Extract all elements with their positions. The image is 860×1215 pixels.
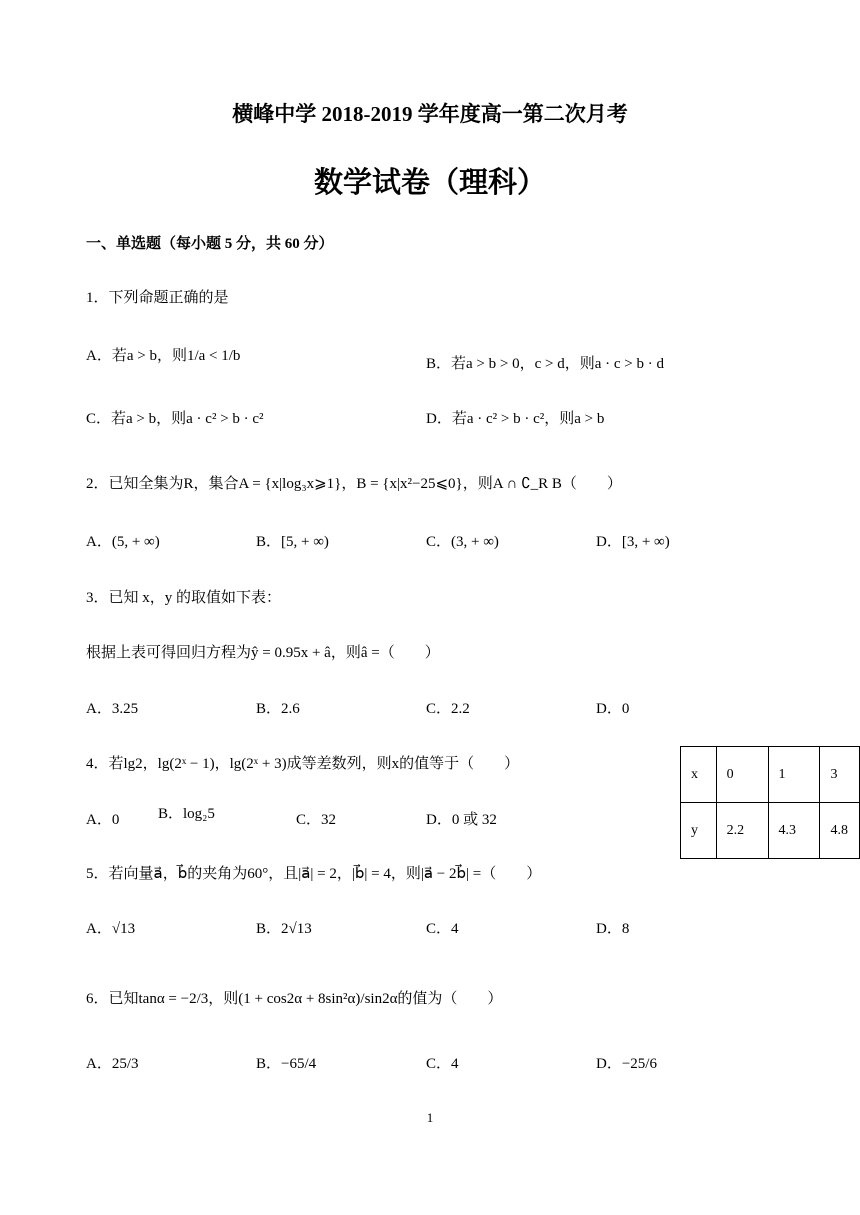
option-label: A． xyxy=(86,534,112,550)
option-text: 2√13 xyxy=(281,921,312,937)
option-text: 32 xyxy=(321,812,337,828)
option-label: A． xyxy=(86,812,112,828)
option-text: 25/3 xyxy=(111,1056,139,1072)
question-2-option-a xyxy=(86,530,160,551)
question-4-option-d xyxy=(426,808,497,829)
option-text: 若a · c² > b · c²，则a > b xyxy=(451,411,605,427)
option-text: 0 xyxy=(111,812,120,828)
question-5-option-a xyxy=(86,917,135,938)
question-2-option-b xyxy=(256,530,329,551)
option-text: 8 xyxy=(621,921,630,937)
option-label: D． xyxy=(596,1056,622,1072)
option-label: A． xyxy=(86,1056,112,1072)
option-label: C． xyxy=(86,411,112,427)
option-text: 4 xyxy=(451,1056,459,1072)
question-5-option-c xyxy=(426,917,459,938)
question-3-option-a xyxy=(86,697,138,718)
option-label: C． xyxy=(296,812,322,828)
table-cell: 0 xyxy=(716,747,768,803)
option-text: log₂5 xyxy=(183,806,215,822)
question-4: 4．若lg2，lg(2ˣ − 1)，lg(2ˣ + 3)成等差数列，则x的值等于（ ） xyxy=(86,756,520,772)
option-text: (5, + ∞) xyxy=(111,534,160,550)
option-label: A． xyxy=(86,921,112,937)
exam-title: 横峰中学 2018-2019 学年度高一第二次月考 xyxy=(232,102,628,126)
option-text: 2.2 xyxy=(451,701,470,717)
table-cell: 1 xyxy=(768,747,820,803)
option-text: 4 xyxy=(451,921,459,937)
option-text: 0 或 32 xyxy=(451,812,497,828)
option-label: B． xyxy=(158,806,184,822)
option-label: D． xyxy=(596,701,622,717)
question-3-regression: 根据上表可得回归方程为ŷ = 0.95x + â，则â =（ ） xyxy=(86,645,440,661)
option-text: 3.25 xyxy=(111,701,139,717)
question-4-option-b xyxy=(158,802,215,823)
question-5: 5．若向量a⃗，b⃗的夹角为60°，且|a⃗| = 2，|b⃗| = 4，则|a⃗ − 2b⃗| =（ ） xyxy=(86,866,542,882)
question-6-option-d xyxy=(596,1052,657,1073)
question-3: 3．已知 x，y 的取值如下表： xyxy=(86,590,282,606)
option-label: B． xyxy=(256,921,282,937)
question-3-option-b xyxy=(256,697,300,718)
exam-subtitle: 数学试卷（理科） xyxy=(313,167,546,199)
option-label: D． xyxy=(426,812,452,828)
question-6-option-a xyxy=(86,1052,139,1073)
question-1-option-b xyxy=(426,352,664,373)
question-6: 6．已知tanα = −2/3，则(1 + cos2α + 8sin²α)/sin2α的值为（ ） xyxy=(86,991,503,1007)
table-row xyxy=(681,803,860,859)
table-row xyxy=(681,747,860,803)
question-4-option-a xyxy=(86,808,119,829)
option-label: B． xyxy=(426,356,452,372)
option-text: 2.6 xyxy=(281,701,300,717)
option-text: [3, + ∞) xyxy=(621,534,670,550)
option-label: C． xyxy=(426,534,452,550)
table-cell: 4.8 xyxy=(820,803,860,859)
table-cell: 4.3 xyxy=(768,803,820,859)
question-1: 1．下列命题正确的是 xyxy=(86,290,229,306)
question-2-option-d xyxy=(596,530,670,551)
xy-values-table xyxy=(680,746,860,859)
option-label: B． xyxy=(256,701,282,717)
question-2: 2．已知全集为R，集合A = {x|log₃x⩾1}，B = {x|x²−25⩽0}，则A ∩ ∁_R B（ ） xyxy=(86,476,622,492)
option-text: 若a > b，则1/a < 1/b xyxy=(111,348,241,364)
question-6-option-b xyxy=(256,1052,316,1073)
option-label: A． xyxy=(86,348,112,364)
option-label: D． xyxy=(596,534,622,550)
question-5-option-d xyxy=(596,917,629,938)
question-1-option-c xyxy=(86,407,264,428)
page-number: 1 xyxy=(426,1110,434,1125)
question-6-option-c xyxy=(426,1052,459,1073)
question-3-option-c xyxy=(426,697,470,718)
option-label: C． xyxy=(426,1056,452,1072)
question-3-option-d xyxy=(596,697,629,718)
option-text: √13 xyxy=(111,921,136,937)
option-text: 0 xyxy=(621,701,630,717)
question-4-option-c xyxy=(296,808,336,829)
option-text: (3, + ∞) xyxy=(451,534,499,550)
option-label: C． xyxy=(426,701,452,717)
option-text: 若a > b > 0，c > d，则a · c > b · d xyxy=(451,356,664,372)
option-label: C． xyxy=(426,921,452,937)
option-label: D． xyxy=(426,411,452,427)
option-label: A． xyxy=(86,701,112,717)
table-cell: x xyxy=(681,747,717,803)
table-cell: 2.2 xyxy=(716,803,768,859)
option-label: B． xyxy=(256,1056,282,1072)
option-text: 若a > b，则a · c² > b · c² xyxy=(111,411,264,427)
section-heading: 一、单选题（每小题 5 分，共 60 分） xyxy=(86,236,334,252)
question-1-option-a xyxy=(86,344,240,365)
question-2-option-c xyxy=(426,530,499,551)
option-text: [5, + ∞) xyxy=(281,534,329,550)
option-text: −25/6 xyxy=(621,1056,657,1072)
option-text: −65/4 xyxy=(281,1056,317,1072)
question-1-option-d xyxy=(426,407,604,428)
table-cell: 3 xyxy=(820,747,860,803)
question-5-option-b xyxy=(256,917,312,938)
table-cell: y xyxy=(681,803,717,859)
option-label: D． xyxy=(596,921,622,937)
option-label: B． xyxy=(256,534,282,550)
